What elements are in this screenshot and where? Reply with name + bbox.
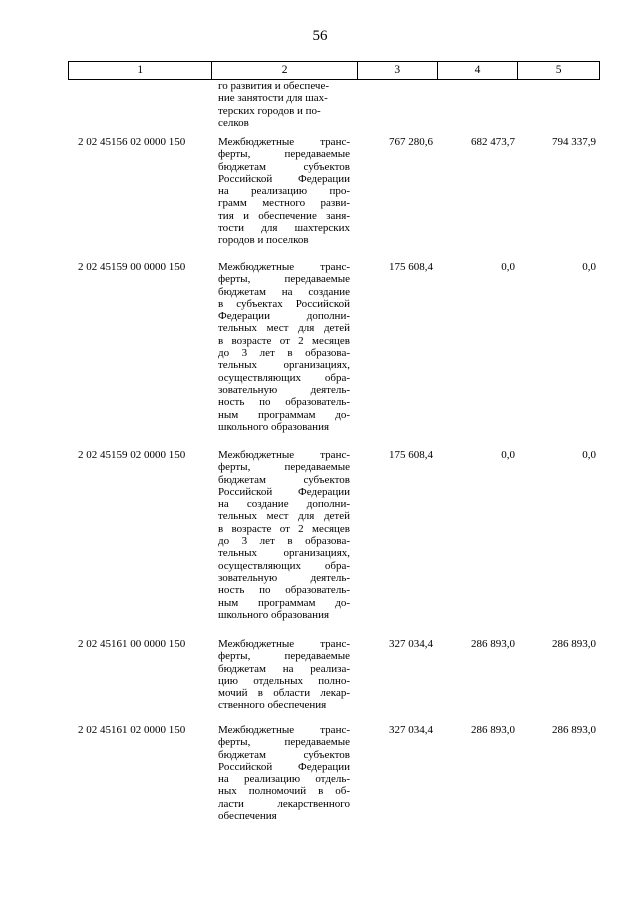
description-line: ласти лекарственного	[218, 797, 350, 810]
description-line: зовательную деятель-	[218, 383, 350, 396]
row-value-col3: 327 034,4	[389, 638, 433, 650]
description-line: бюджетам субъектов	[218, 160, 350, 173]
description-line: бюджетам на реализа-	[218, 662, 350, 675]
description-line: Межбюджетные транс-	[218, 449, 350, 461]
description-line: осуществляющих обра-	[218, 559, 350, 572]
description-line: тости для шахтерских	[218, 222, 350, 235]
column-header-5: 5	[555, 64, 562, 76]
table-row	[68, 449, 600, 638]
description-line: ферты, передаваемые	[218, 148, 350, 161]
description-line: на реализацию отдель-	[218, 773, 350, 786]
description-line: Межбюджетные транс-	[218, 261, 350, 273]
description-line: школьного образования	[218, 420, 330, 433]
row-code: 2 02 45159 02 0000 150	[78, 449, 186, 461]
column-header-3: 3	[358, 62, 438, 79]
row-value-col5: 286 893,0	[552, 638, 596, 650]
description-line: до 3 лет в образова-	[218, 535, 350, 548]
column-header-2: 2	[212, 62, 357, 79]
continuation-row	[68, 80, 600, 136]
row-value-col4: 682 473,7	[471, 136, 515, 148]
description-line: ность по образователь-	[218, 396, 350, 409]
row-code: 2 02 45156 02 0000 150	[78, 136, 186, 148]
row-description	[212, 136, 358, 261]
description-line: ферты, передаваемые	[218, 273, 350, 286]
description-line: Межбюджетные транс-	[218, 136, 350, 148]
description-line: ность по образователь-	[218, 584, 350, 597]
row-value-col5: 0,0	[582, 449, 596, 461]
description-line: в возрасте от 2 месяцев	[218, 334, 350, 347]
description-line: зовательную деятель-	[218, 571, 350, 584]
description-line: ным программам до-	[218, 408, 350, 421]
description-line: ферты, передаваемые	[218, 650, 350, 663]
row-value-col4: 286 893,0	[471, 638, 515, 650]
description-line: до 3 лет в образова-	[218, 347, 350, 360]
description-line: мочий в области лекар-	[218, 687, 350, 700]
description-line: ственного обеспечения	[218, 699, 327, 712]
description-line: ферты, передаваемые	[218, 736, 350, 749]
description-line: Федерации дополни-	[218, 310, 350, 323]
description-line: ных полномочий в об-	[218, 785, 350, 798]
description-line: тельных организациях,	[218, 547, 350, 560]
description-line: обеспечения	[218, 810, 277, 823]
description-line: тельных организациях,	[218, 359, 350, 372]
description-line: бюджетам субъектов	[218, 473, 350, 486]
row-value-col3: 327 034,4	[389, 724, 433, 736]
table-body	[68, 80, 600, 834]
table-row	[68, 261, 600, 449]
row-value-col4: 286 893,0	[471, 724, 515, 736]
description-line: бюджетам субъектов	[218, 748, 350, 761]
description-line: Межбюджетные транс-	[218, 724, 350, 736]
description-line: Межбюджетные транс-	[218, 638, 350, 650]
description-line: ным программам до-	[218, 596, 350, 609]
row-value-col3: 175 608,4	[389, 261, 433, 273]
description-line: Российской Федерации	[218, 485, 350, 498]
row-code: 2 02 45161 02 0000 150	[78, 724, 186, 736]
table-row	[68, 136, 600, 261]
description-line: тия и обеспечение заня-	[218, 209, 350, 222]
row-value-col5: 286 893,0	[552, 724, 596, 736]
column-header-4: 4	[438, 62, 519, 79]
table-row	[68, 638, 600, 724]
row-description	[212, 261, 358, 449]
page-number: 56	[312, 28, 328, 44]
description-line: на создание дополни-	[218, 498, 350, 511]
row-value-col4: 0,0	[501, 261, 515, 273]
column-header-1: 1	[69, 62, 212, 79]
row-value-col5: 794 337,9	[552, 136, 596, 148]
description-line: Российской Федерации	[218, 172, 350, 185]
table-row	[68, 724, 600, 834]
row-description	[212, 724, 358, 834]
description-line: ние занятости для шах-	[218, 92, 328, 105]
description-line: селков	[218, 116, 249, 129]
description-line: городов и поселков	[218, 234, 309, 247]
description-line: ферты, передаваемые	[218, 461, 350, 474]
row-description	[212, 638, 358, 724]
description-line: грамм местного разви-	[218, 197, 350, 210]
description-line: в возрасте от 2 месяцев	[218, 522, 350, 535]
row-value-col3: 767 280,6	[389, 136, 433, 148]
row-value-col5: 0,0	[582, 261, 596, 273]
row-value-col3: 175 608,4	[389, 449, 433, 461]
description-line: тельных мест для детей	[218, 322, 350, 335]
description-line: го развития и обеспече-	[218, 80, 329, 92]
description-line: школьного образования	[218, 608, 330, 621]
description-line: Российской Федерации	[218, 760, 350, 773]
description-line: осуществляющих обра-	[218, 371, 350, 384]
continuation-description	[212, 80, 358, 136]
row-code: 2 02 45161 00 0000 150	[78, 638, 186, 650]
row-description	[212, 449, 358, 638]
description-line: в субъектах Российской	[218, 297, 350, 310]
description-line: цию отдельных полно-	[218, 674, 350, 687]
row-code: 2 02 45159 00 0000 150	[78, 261, 186, 273]
description-line: тельных мест для детей	[218, 510, 350, 523]
description-line: на реализацию про-	[218, 185, 350, 198]
row-value-col4: 0,0	[501, 449, 515, 461]
description-line: бюджетам на создание	[218, 285, 350, 298]
description-line: терских городов и по-	[218, 104, 321, 117]
table-header	[68, 61, 600, 80]
